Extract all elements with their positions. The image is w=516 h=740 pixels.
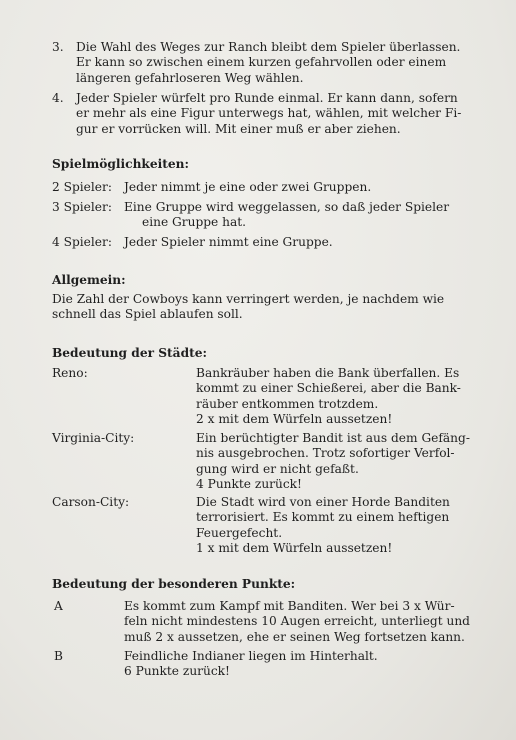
text-line: längeren gefahrloseren Weg wählen. xyxy=(76,70,304,85)
section-heading: Bedeutung der Städte: xyxy=(52,346,207,360)
text-line: 4 Punkte zurück! xyxy=(196,476,302,491)
text-line: 6 Punkte zurück! xyxy=(124,664,230,679)
text-line: Es kommt zum Kampf mit Banditen. Wer bei 3 x Wür- xyxy=(124,599,455,613)
city-label: Reno: xyxy=(52,366,88,380)
text-line: schnell das Spiel ablaufen soll. xyxy=(52,307,243,322)
point-label: A xyxy=(54,599,63,613)
item-number: 3. xyxy=(52,40,64,54)
text-line: Feindliche Indianer liegen im Hinterhalt. xyxy=(124,649,378,663)
row-label: 2 Spieler: xyxy=(52,180,112,194)
item-text xyxy=(76,91,476,137)
text-line: kommt zu einer Schießerei, aber die Bank- xyxy=(196,381,461,396)
text-line: gung wird er nicht gefaßt. xyxy=(196,461,359,476)
section-heading: Spielmöglichkeiten: xyxy=(52,157,189,171)
text-line: Die Zahl der Cowboys kann verringert werden, je nachdem wie xyxy=(52,292,445,306)
row-text xyxy=(124,180,474,195)
text-line: räuber entkommen trotzdem. xyxy=(196,396,379,411)
paragraph xyxy=(52,292,476,323)
text-line: Bankräuber haben die Bank überfallen. Es xyxy=(196,366,460,380)
item-number: 4. xyxy=(52,91,64,105)
text-line: Eine Gruppe wird weggelassen, so daß jeder Spieler xyxy=(124,200,450,214)
item-text xyxy=(76,40,476,86)
text-line: terrorisiert. Es kommt zu einem heftigen xyxy=(196,510,450,525)
text-line: gur er vorrücken will. Mit einer muß er aber ziehen. xyxy=(76,121,401,136)
text-line: Ein berüchtigter Bandit ist aus dem Gefäng- xyxy=(196,431,470,445)
text-line: Er kann so zwischen einem kurzen gefahrvollen oder einem xyxy=(76,55,447,70)
point-text xyxy=(124,599,478,645)
text-line: feln nicht mindestens 10 Augen erreicht, unterliegt und xyxy=(124,614,470,629)
text-line: Jeder Spieler nimmt eine Gruppe. xyxy=(124,235,333,249)
row-label: 3 Spieler: xyxy=(52,200,112,214)
text-line: 2 x mit dem Würfeln aussetzen! xyxy=(196,411,393,426)
text-line: 1 x mit dem Würfeln aussetzen! xyxy=(196,540,393,555)
text-line: eine Gruppe hat. xyxy=(142,215,247,230)
city-label: Virginia-City: xyxy=(52,431,135,445)
section-heading: Bedeutung der besonderen Punkte: xyxy=(52,577,296,591)
city-label: Carson-City: xyxy=(52,495,130,509)
text-line: er mehr als eine Figur unterwegs hat, wählen, mit welcher Fi- xyxy=(76,106,462,121)
text-line: nis ausgebrochen. Trotz sofortiger Verfol- xyxy=(196,446,455,461)
text-line: Die Stadt wird von einer Horde Banditen xyxy=(196,495,450,509)
text-line: muß 2 x aussetzen, ehe er seinen Weg fortsetzen kann. xyxy=(124,629,465,644)
row-text xyxy=(124,200,474,231)
text-line: Feuergefecht. xyxy=(196,525,283,540)
point-label: B xyxy=(54,649,63,663)
city-text xyxy=(196,495,478,556)
text-line: Die Wahl des Weges zur Ranch bleibt dem Spieler überlassen. xyxy=(76,40,461,54)
point-text xyxy=(124,649,478,680)
text-line: Jeder nimmt je eine oder zwei Gruppen. xyxy=(124,180,372,194)
text-line: Jeder Spieler würfelt pro Runde einmal. Er kann dann, sofern xyxy=(76,91,458,105)
section-heading: Allgemein: xyxy=(52,273,126,287)
city-text xyxy=(196,431,478,492)
row-text xyxy=(124,235,474,250)
row-label: 4 Spieler: xyxy=(52,235,112,249)
city-text xyxy=(196,366,478,427)
